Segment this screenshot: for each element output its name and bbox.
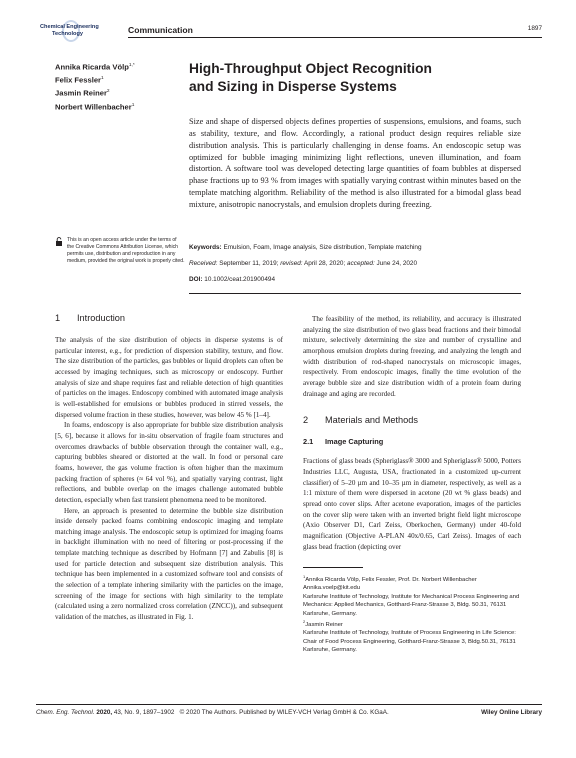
- affiliation-2-names: $^2$Jasmin Reiner: [303, 619, 343, 628]
- affiliation-1-email[interactable]: Annika.voelp@kit.edu: [303, 585, 361, 592]
- page-number: 1897: [527, 25, 542, 32]
- doi-line: DOI: 10.1002/ceat.201900494: [189, 276, 275, 283]
- header-rule: [128, 37, 542, 38]
- logo-line-2: Technology: [52, 30, 83, 37]
- right-paragraph-1: The feasibility of the method, its reliability, and accuracy is illustrated analyzing the size distribution of two glass bead fractions and their bimodal mixture, selectively determining the size and number of crystalline and amorphous emulsion droplets during freezing, and analyzing the length and width distribution of rod-shaped nanocrystals on microscopic images, respectively. From endoscopic images, finally the time evolution of the average bubble size and size distribution width of a protein foam during drainage and aging are recorded.: [303, 315, 521, 398]
- abstract: Size and shape of dispersed objects defines properties of suspensions, emulsions, and foams, such as stability, texture, and flow. Accordingly, a rational product design requires reliable size distribution analysis. This is particularly challenging in dense foams. An endoscopic setup was optimized for bubble imaging minimizing light reflections, uneven illumination, and foam distortion. A software tool was developed detecting large quantities of foam bubbles at dispersed phase fractions up to 93 % from images with spatially varying contrast within minutes based on the template matching algorithm. Reliability of the method is also illustrated for a bimodal glass bead mixture, anisotropic nanocrystals, and emulsion droplets during freezing.: [189, 117, 521, 209]
- intro-paragraph-1: The analysis of the size distribution of objects in disperse systems is of particular interest, e.g., for prediction of dispersion stability, texture, and flow. The size distribution of the particles, gas bubbles or liquid droplets can often be accessed by imaging techniques, such as microscopy or endoscopy. Further analysis of size and shape requires fast and reliable detection of high quantities of particles on the images. Endoscopy combined with automated image analysis is well-established for emulsions or bubbles produced in stirred vessels, the dispersed volume fraction in these studies, however, was below 45 % [1–4].: [55, 336, 283, 419]
- intro-heading: 1 Introduction: [55, 313, 126, 323]
- image-capturing-heading: 2.1 Image Capturing: [303, 437, 384, 447]
- footer-rule: [36, 704, 542, 705]
- meta-divider: [189, 293, 521, 294]
- affiliation-rule: [303, 567, 363, 568]
- methods-heading: 2 Materials and Methods: [303, 415, 418, 426]
- journal-logo: [36, 22, 116, 42]
- open-access-icon: [55, 237, 63, 246]
- wiley-online-library-link[interactable]: Wiley Online Library: [481, 709, 542, 716]
- affiliations: [303, 573, 521, 655]
- article-title: [189, 60, 509, 96]
- article-meta: [189, 240, 521, 288]
- affiliation-2-institute: Karlsruhe Institute of Technology, Institute of Process Engineering in Life Science: Chair of Food Process Engineering, Gotthard-Franz-Strasse 3, Bldg.50.31, 76131 Karlsruhe, Germany.: [303, 630, 516, 654]
- author-2: Felix Fessler$^1$: [55, 75, 104, 85]
- right-column: [303, 314, 521, 552]
- open-access-notice: [55, 237, 185, 265]
- affiliation-1-institute: Karlsruhe Institute of Technology, Institute for Mechanical Process Engineering and Mechanics: Applied Mechanics, Gotthard-Franz-Strasse 3, Bldg. 50.31, 76131 Karlsruhe, Germany.: [303, 593, 520, 617]
- left-column: [55, 312, 283, 623]
- author-4: Norbert Willenbacher$^1$: [55, 102, 135, 112]
- open-access-text: This is an open access article under the terms of the Creative Commons Attribution License, which permits use, distribution and reproduction in any medium, provided the original work is properly cited.: [67, 237, 185, 264]
- doi-link[interactable]: 10.1002/ceat.201900494: [204, 276, 275, 283]
- title-line-2: and Sizing in Disperse Systems: [189, 79, 397, 94]
- logo-text: [40, 24, 99, 37]
- page-footer: [36, 709, 542, 716]
- page-header: [36, 22, 542, 42]
- intro-paragraph-3: Here, an approach is presented to determine the bubble size distribution inside densely packed foams combining endoscopic imaging and template matching image analysis. The endoscopic setup is optimized for imaging foams in backlight illumination with no need of filtering or post-processing if the template matching technique as described by Hofmann [7] and Zabulis [8] is used for particle detection and subsequent size distribution analysis. This technique has been implemented in a customized software tool and consists of the selection of a template inhering similarity with the particles on the image, screening of the image for sections with high similarity to the template (calculated using a zero normalized cross correlation (ZNCC)), and subsequent validation of the matches, as illustrated in Fig. 1.: [55, 506, 283, 622]
- author-list: [55, 60, 175, 113]
- logo-line-1: Chemical Engineering: [40, 24, 99, 30]
- keywords-line: Keywords: Emulsion, Foam, Image analysis, Size distribution, Template matching: [189, 244, 422, 251]
- footer-citation: Chem. Eng. Technol. 2020, 43, No. 9, 1897–1902 © 2020 The Authors. Published by WILEY-VCH Verlag GmbH & Co. KGaA.: [36, 709, 389, 716]
- intro-paragraph-2: In foams, endoscopy is also appropriate for bubble size distribution analysis [5, 6], because it allows for in-situ observation of fragile foam structures and overcomes drawbacks of bubble observation through the container wall, e.g., capturing bubbles sheared or distorted at the wall. In food or personal care foams, however, the gas volume fraction is often higher than the maximum packing fraction of spheres (≈ 64 vol %), and spatially varying contrast, light reflections, and bubble overlap on the images challenge automated bubble detection, especially when fast transient phenomena need to be monitored.: [55, 421, 283, 504]
- author-1: Annika Ricarda Völp$^{1,*}$: [55, 62, 135, 72]
- section-label: Communication: [128, 25, 193, 35]
- title-line-1: High-Throughput Object Recognition: [189, 61, 432, 76]
- dates-line: Received: September 11, 2019; revised: April 28, 2020; accepted: June 24, 2020: [189, 260, 418, 267]
- methods-paragraph-1: Fractions of glass beads (Spheriglass® 3000 and Spheriglass® 5000, Potters Industries LLC, Augusta, USA, fractionated in a customized up-current classifier) of 5–20 µm and 10–35 µm in diameter, respectively, as well as a 1:1 mixture of them were dispersed in acetone (20 wt % glass beads) and spread onto cover slips. After acetone evaporation, images of the particles on the cover slip were taken with an inverted bright field light microscope (Axio Observer D1, Carl Zeiss, Oberkochen, Germany) under 40-fold magnification (Objective A-PLAN 40x/0.65, Carl Zeiss). Images of each glass bead fraction (depicting over: [303, 457, 521, 551]
- author-3: Jasmin Reiner$^2$: [55, 89, 110, 98]
- affiliation-1-names: $^1$Annika Ricarda Völp, Felix Fessler, Prof. Dr. Norbert Willenbacher: [303, 574, 477, 583]
